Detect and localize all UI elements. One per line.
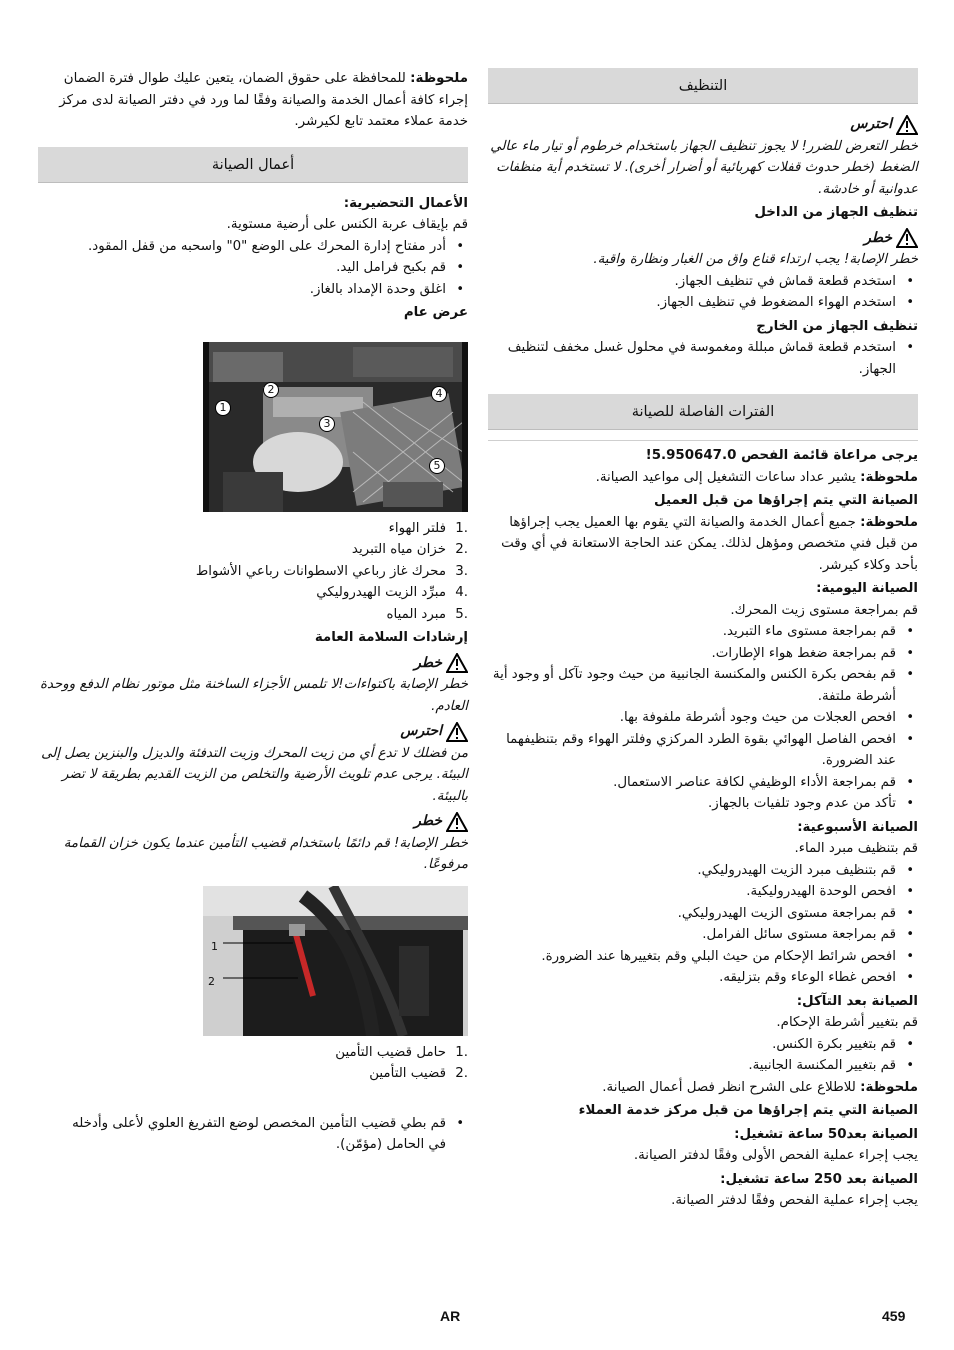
maintenance-header: أعمال الصيانة: [38, 147, 468, 183]
list-item: • افحص الفاصل الهوائي بقوة الطرد المركزي وفلتر الهواء وقم بتنظيفهما عند الضرورة.: [488, 729, 918, 772]
inside-list: [488, 271, 918, 314]
callout-5: 5: [429, 458, 445, 474]
cleaning-header: التنظيف: [488, 68, 918, 104]
danger-word: خطر: [864, 229, 892, 246]
cleaning-caution: [488, 114, 918, 136]
danger-word: خطر: [414, 813, 442, 829]
legend-item: 4. مبرِّد الزيت الهيدروليكي: [316, 585, 468, 600]
note-3: [488, 1077, 918, 1099]
legend-item: 2. قضيب التأمين: [369, 1066, 468, 1081]
callout-4: 4: [431, 386, 447, 402]
weekly-list: [488, 860, 918, 989]
warning-triangle-icon: [896, 115, 918, 135]
outside-cleaning-title: تنظيف الجهاز من الخارج: [756, 318, 918, 334]
list-item: • اغلق وحدة الإمداد بالغاز.: [38, 279, 468, 301]
right-column: [488, 68, 918, 1212]
safety-caution: [38, 721, 468, 743]
list-item: • استخدم قطعة قماش مبللة ومغموسة في محلول غسل مخفف لتنظيف الجهاز.: [488, 337, 918, 380]
warning-triangle-icon: [896, 228, 918, 248]
photo1-legend: [38, 518, 468, 626]
list-item: • قم بمراجعة مستوى الزيت الهيدروليكي.: [488, 903, 918, 925]
list-item: • تأكد من عدم وجود تلفيات بالجهاز.: [488, 793, 918, 815]
list-item: • قم بمراجعة ضغط هواء الإطارات.: [488, 643, 918, 665]
h250-text: يجب إجراء عملية الفحص وفقًا لدفتر الصيانة.: [671, 1193, 918, 1208]
page-number: 459: [882, 1308, 906, 1324]
legend-item: 5. مبرد المياه: [386, 606, 468, 622]
caution-word: احترس: [850, 116, 892, 132]
list-item: • قم بمراجعة الأداء الوظيفي لكافة عناصر الاستعمال.: [488, 772, 918, 794]
daily-list: [488, 621, 918, 815]
daily-title: الصيانة اليومية:: [816, 581, 918, 596]
service-center-title: الصيانة التي يتم إجراؤها من قبل مركز خدمة العملاء: [578, 1103, 918, 1118]
list-item: • افحص العجلات من حيث وجود أشرطة ملفوفة بها.: [488, 707, 918, 729]
note-text: للمحافظة على حقوق الضمان، يتعين عليك طوال فترة الضمان إجراء كافة أعمال الخدمة والصيانة وفقًا لما ورد في دفتر الصيانة لدى مركز خدمة عملاء معتمد تابع لكيرشر.: [59, 71, 468, 129]
wear-intro: قم بتغيير أشرطة الإحكام.: [776, 1015, 918, 1030]
note-text: يشير عداد ساعات التشغيل إلى مواعيد الصيانة.: [595, 469, 861, 485]
list-item: • استخدم قطعة قماش في تنظيف الجهاز.: [488, 271, 918, 293]
h50-title: الصيانة بعد50 ساعة تشغيل:: [734, 1126, 918, 1142]
safety-rod-photo-image: [203, 886, 468, 1036]
list-item: • قم بفحص بكرة الكنس والمكنسة الجانبية من حيث وجود تآكل أو وجود أية أشرطة ملتفة.: [488, 664, 918, 707]
inside-danger: [488, 228, 918, 250]
list-item: • قم بطي قضيب التأمين المخصص لوضع التفريغ العلوي لأعلى وأدخله في الحامل (مؤمّن).: [52, 1113, 468, 1156]
left-column: [38, 68, 468, 1156]
list-item: • افحص شرائط الإحكام من حيث البلي وقم بتغييرها عند الضرورة.: [488, 946, 918, 968]
engine-photo: [203, 342, 468, 512]
safety-danger-1: [38, 653, 468, 675]
daily-intro: قم بمراجعة مستوى زيت المحرك.: [730, 602, 918, 618]
photo2-legend: [38, 1042, 468, 1085]
wear-list: [488, 1034, 918, 1077]
note-2: [488, 512, 918, 577]
danger-word: خطر: [414, 654, 442, 671]
callout-3: 3: [319, 416, 335, 432]
list-item: • قم بتنظيف مبرد الزيت الهيدروليكي.: [488, 860, 918, 882]
note-label: ملحوظة:: [410, 71, 468, 86]
list-item: • افحص غطاء الوعاء وقم بتزليقه.: [488, 967, 918, 989]
weekly-title: الصيانة الأسبوعية:: [797, 819, 918, 835]
note-label: ملحوظة:: [860, 469, 918, 485]
outside-list: [488, 337, 918, 380]
safety-danger-2: [38, 811, 468, 833]
inside-cleaning-title: تنظيف الجهاز من الداخل: [754, 205, 918, 220]
legend-item: 3. محرك غاز رباعي الاسطوانات رباعي الأشواط: [195, 563, 468, 579]
warranty-note: [38, 68, 468, 133]
prep-title: الأعمال التحضيرية:: [343, 195, 468, 211]
engine-photo-image: [203, 342, 468, 512]
danger-text: خطر الإصابة! قم دائمًا باستخدام قضيب التأمين عندما يكون خزان القمامة مرفوعًا.: [63, 835, 468, 872]
callout-2: 2: [263, 382, 279, 398]
callout-2: 2: [208, 974, 215, 988]
final-list: [38, 1113, 468, 1156]
list-item: • قم بمراجعة مستوى ماء التبريد.: [488, 621, 918, 643]
warning-triangle-icon: [446, 722, 468, 742]
checklist-note: يرجى مراعاة قائمة الفحص 5.950647.0!: [645, 448, 918, 463]
divider: [488, 440, 918, 441]
legend-item: 1. فلتر الهواء: [388, 520, 468, 536]
overview-title: عرض عام: [403, 305, 468, 320]
prep-list: [38, 236, 468, 301]
warning-triangle-icon: [446, 812, 468, 832]
callout-1: 1: [215, 400, 231, 416]
safety-title: إرشادات السلامة العامة: [314, 630, 468, 645]
h50-text: يجب إجراء عملية الفحص الأولى وفقًا لدفتر الصيانة.: [633, 1148, 918, 1163]
note-label: ملحوظة:: [860, 1079, 918, 1095]
danger-text: خطر الإصابة! يجب ارتداء قناع واق من الغبار ونظارة واقية.: [593, 252, 918, 267]
list-item: • قم بتغيير المكنسة الجانبية.: [488, 1055, 918, 1077]
safety-rod-photo: [203, 886, 468, 1036]
list-item: • افحص الوحدة الهيدروليكية.: [488, 881, 918, 903]
danger-text: خطر الإصابة باكتواءات!لا تلمس الأجزاء الساخنة مثل موتور نظام الدفع ووحدة العادم.: [39, 677, 468, 714]
caution-text: من فضلك لا تدع أي من زيت المحرك وزيت التدفئة والديزل والبنزين يصل إلى البيئة. يرجى عدم تلويث الأرضية والتخلص من الزيت القديم بطريقة لا تضر بالبيئة.: [41, 745, 468, 804]
caution-text: خطر التعرض للضرر! لا يجوز تنظيف الجهاز باستخدام خرطوم أو تيار ماء عالي الضغط (خطر حدوث قفلات كهربائية أو أضرار أخرى). لا تستخدم أية منظفات عدوانية أو خادشة.: [490, 138, 918, 197]
list-item: • قم بكبح فرامل اليد.: [38, 257, 468, 279]
legend-item: 2. خزان مياه التبريد: [351, 542, 468, 557]
list-item: • استخدم الهواء المضغوط في تنظيف الجهاز.: [488, 292, 918, 314]
note-text: للاطلاع على الشرح انظر فصل أعمال الصيانة.: [602, 1079, 861, 1095]
list-item: • أدر مفتاح إدارة المحرك على الوضع "0" واسحبه من قفل المقود.: [38, 236, 468, 258]
footer-language: AR: [440, 1308, 461, 1324]
prep-intro: قم بإيقاف عربة الكنس على أرضية مستوية.: [226, 217, 468, 232]
list-item: • قم بمراجعة مستوى سائل الفرامل.: [488, 924, 918, 946]
customer-maintenance-title: الصيانة التي يتم إجراؤها من قبل العميل: [654, 493, 918, 508]
note-text: جميع أعمال الخدمة والصيانة التي يقوم بها العميل يجب إجراؤها من قبل فني متخصص ومؤهل لذلك. يمكن عند الحاجة الاستعانة في أي وقت بأحد وكلاء كيرشر.: [501, 514, 918, 573]
wear-title: الصيانة بعد التآكل:: [796, 993, 918, 1009]
legend-item: 1. حامل قضيب التأمين: [335, 1044, 468, 1060]
weekly-intro: قم بتنظيف مبرد الماء.: [794, 841, 918, 856]
intervals-header: الفترات الفاصلة للصيانة: [488, 394, 918, 430]
list-item: • قم بتغيير بكرة الكنس.: [488, 1034, 918, 1056]
note-1: [488, 467, 918, 489]
warning-triangle-icon: [446, 653, 468, 673]
h250-title: الصيانة بعد 250 ساعة تشغيل:: [720, 1171, 918, 1187]
callout-1: 1: [211, 939, 218, 953]
note-label: ملحوظة:: [860, 514, 918, 530]
caution-word: احترس: [400, 723, 442, 739]
